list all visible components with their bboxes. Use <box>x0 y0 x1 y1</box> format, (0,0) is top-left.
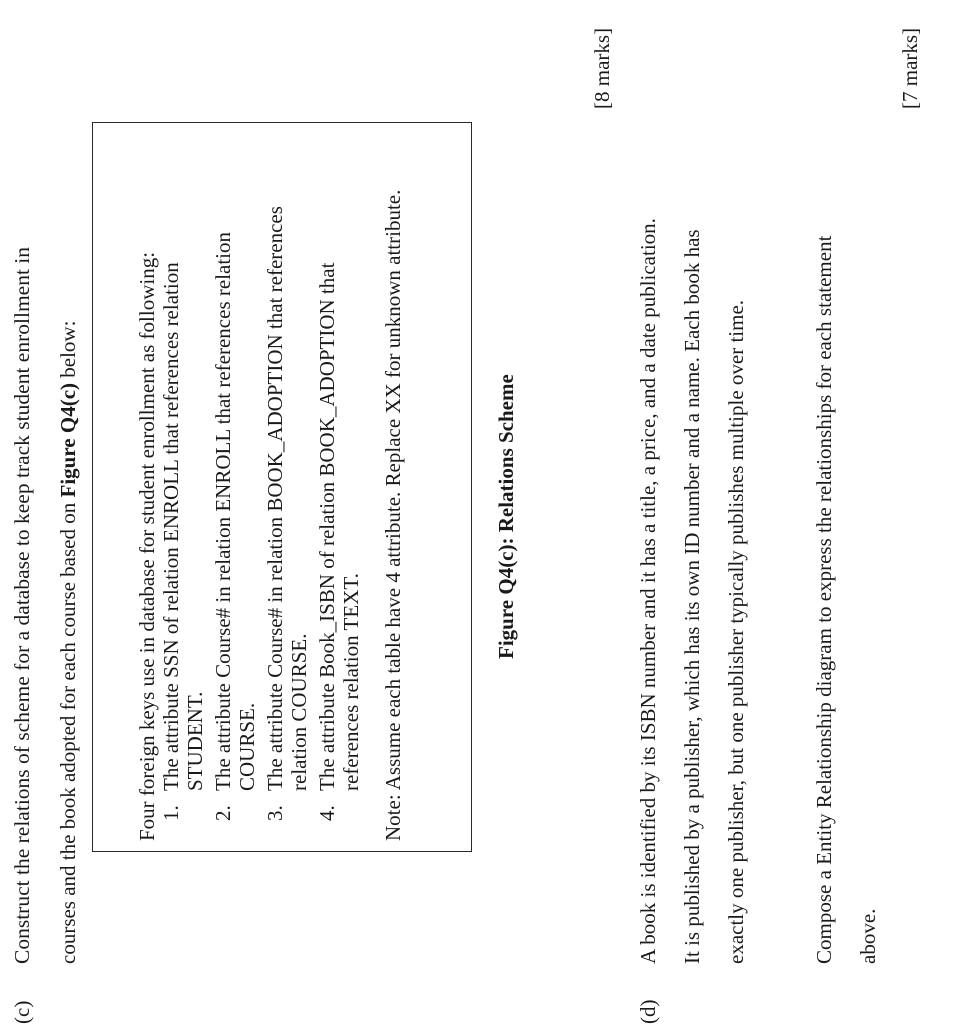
question-c-line2-suffix: below: <box>56 320 80 383</box>
question-c-line1: Construct the relations of scheme for a database to keep track student enrollment in <box>10 246 34 964</box>
item-text-line1: The attribute Book_ISBN of relation BOOK_ADOPTION that <box>315 262 339 791</box>
item-text-line2: relation COURSE. <box>287 633 311 791</box>
foreign-key-item-3 <box>265 141 313 821</box>
figure-caption: Figure Q4(c): Relations Scheme <box>494 374 518 659</box>
question-d-line5: above. <box>856 908 880 964</box>
question-d-line4: Compose a Entity Relationship diagram to express the relationships for each statement <box>812 235 836 964</box>
item-text-line1: The attribute Course# in relation BOOK_ADOPTION that references <box>263 206 287 791</box>
foreign-key-item-4 <box>317 141 365 821</box>
item-number: 2. <box>211 805 235 821</box>
question-c-line2-prefix: courses and the book adopted for each course based on <box>56 497 80 964</box>
box-note: Note: Assume each table have 4 attribute. Replace XX for unknown attribute. <box>381 189 405 841</box>
item-text-line2: COURSE. <box>235 702 259 791</box>
foreign-key-item-2 <box>213 141 261 821</box>
box-intro: Four foreign keys use in database for student enrollment as following: <box>135 251 159 841</box>
item-number: 4. <box>315 805 339 821</box>
question-d-line2: It is published by a publisher, which has its own ID number and a name. Each book has <box>680 229 704 964</box>
question-d-label: (d) <box>636 999 660 1024</box>
item-number: 3. <box>263 805 287 821</box>
question-c-marks: [8 marks] <box>590 27 614 109</box>
question-d-line1: A book is identified by its ISBN number and it has a title, a price, and a date publication. <box>636 218 660 964</box>
question-c-label: (c) <box>10 1000 34 1024</box>
item-text-line2: references relation TEXT. <box>339 573 363 791</box>
item-number: 1. <box>159 805 183 821</box>
question-c-line2 <box>58 321 79 964</box>
question-d-marks: [7 marks] <box>898 27 922 109</box>
item-text-line1: The attribute SSN of relation ENROLL that references relation <box>159 262 183 791</box>
foreign-key-item-1 <box>161 141 209 821</box>
question-d-line3: exactly one publisher, but one publisher typically publishes multiple over time. <box>724 299 748 964</box>
item-text-line1: The attribute Course# in relation ENROLL that references relation <box>211 231 235 791</box>
relations-scheme-box <box>92 122 472 852</box>
item-text-line2: STUDENT. <box>183 691 207 791</box>
figure-reference: Figure Q4(c) <box>56 382 80 498</box>
